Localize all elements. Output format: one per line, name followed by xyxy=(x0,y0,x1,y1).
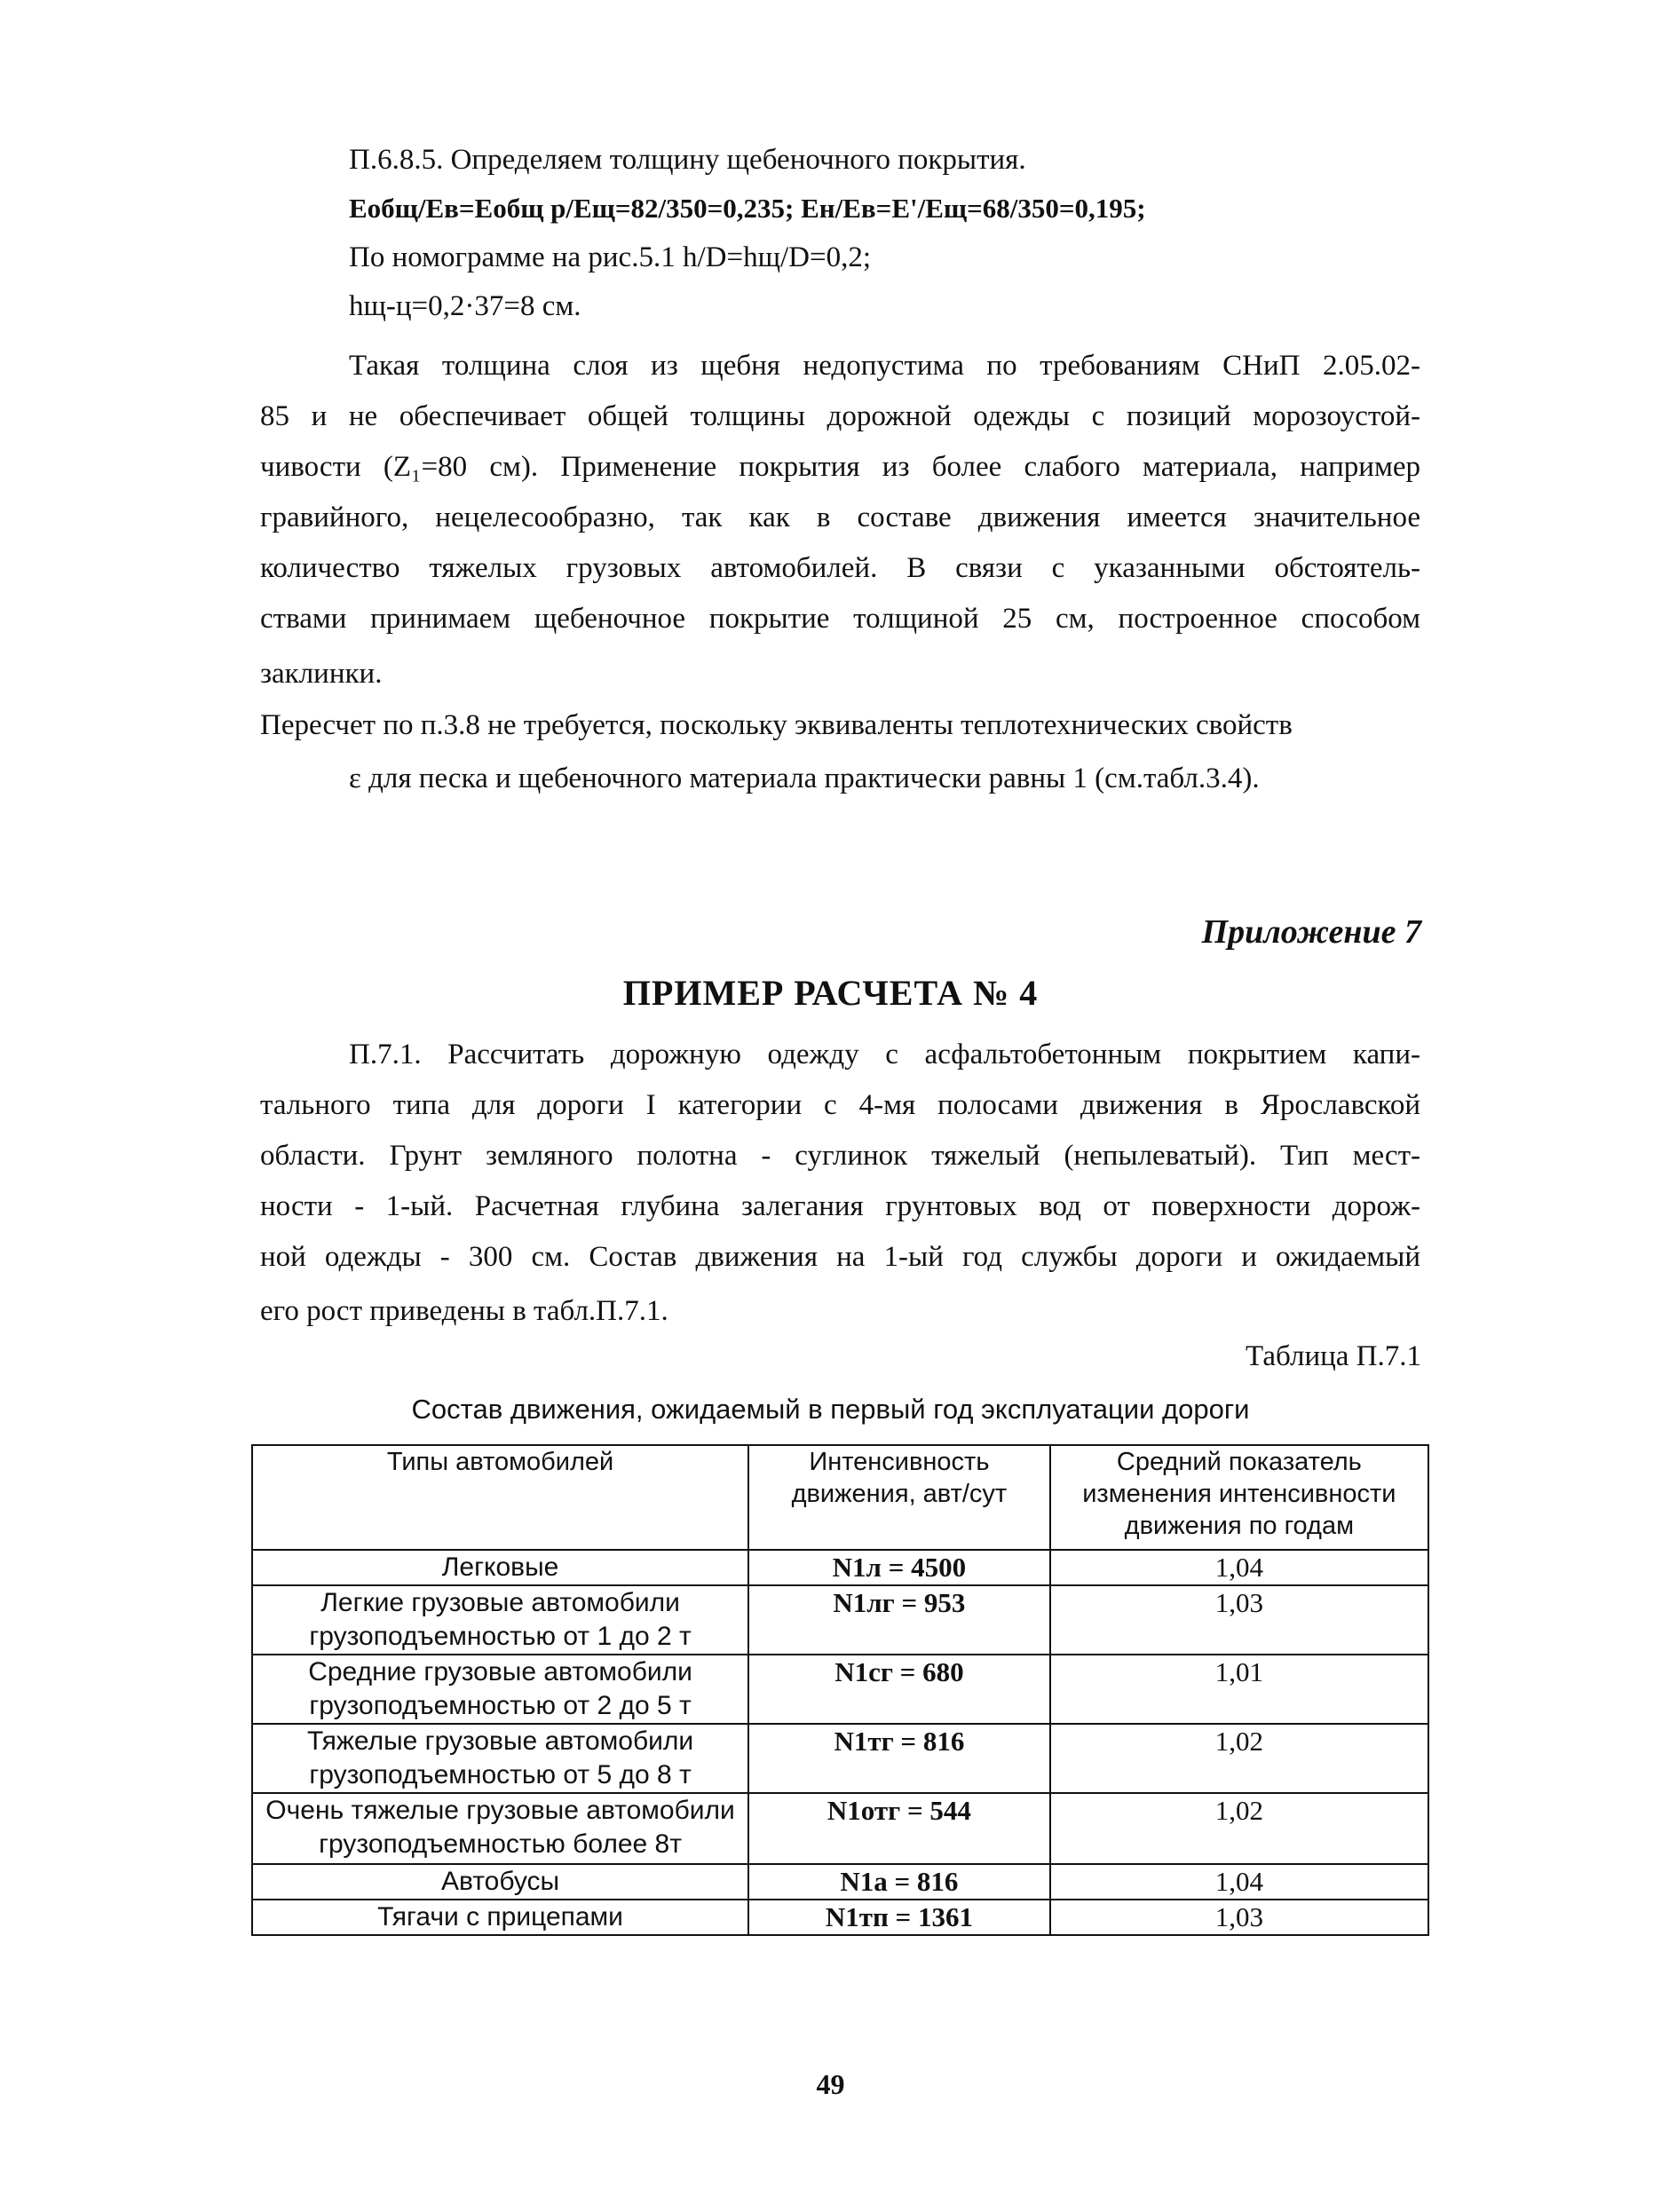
vehicle-type-cell: Средние грузовые автомобили грузоподъемностью от 2 до 5 т xyxy=(252,1655,748,1724)
formula-line-1: Еобщ/Ев=Еобщ р/Ещ=82/350=0,235; Ен/Ев=Е'/Ещ=68/350=0,195; xyxy=(349,193,1146,224)
intensity-cell: N1тг = 816 xyxy=(748,1724,1050,1793)
vehicle-type-cell: Тягачи с прицепами xyxy=(252,1900,748,1935)
para-line-7: заклинки. xyxy=(260,658,383,690)
intro-line-6: его рост приведены в табл.П.7.1. xyxy=(260,1295,668,1327)
intensity-cell: N1а = 816 xyxy=(748,1864,1050,1900)
growth-cell: 1,03 xyxy=(1050,1900,1428,1935)
para-line-5: количество тяжелых грузовых автомобилей. В связи с указанными обстоятель- xyxy=(260,552,1420,584)
appendix-label: Приложение 7 xyxy=(1201,913,1421,951)
page-number: 49 xyxy=(816,2068,845,2100)
vehicle-type-cell: Тяжелые грузовые автомобили грузоподъемностью от 5 до 8 т xyxy=(252,1724,748,1793)
intensity-cell: N1тп = 1361 xyxy=(748,1900,1050,1935)
intro-line-3: области. Грунт земляного полотна - суглинок тяжелый (непылеватый). Тип мест- xyxy=(260,1140,1420,1172)
growth-cell: 1,03 xyxy=(1050,1585,1428,1655)
table-header-row xyxy=(252,1445,1428,1550)
header-growth: Средний показатель изменения интенсивности движения по годам xyxy=(1050,1445,1428,1550)
para-line-4: гравийного, нецелесообразно, так как в составе движения имеется значительное xyxy=(260,502,1420,533)
table-caption: Таблица П.7.1 xyxy=(1246,1340,1421,1372)
para-line-1: Такая толщина слоя из щебня недопустима по требованиям СНиП 2.05.02- xyxy=(349,350,1420,382)
growth-cell: 1,02 xyxy=(1050,1793,1428,1864)
table-row xyxy=(252,1655,1428,1724)
table-row xyxy=(252,1585,1428,1655)
growth-cell: 1,04 xyxy=(1050,1550,1428,1585)
recalc-line-1: Пересчет по п.3.8 не требуется, поскольку эквиваленты теплотехнических свойств xyxy=(260,709,1293,741)
intensity-cell: N1л = 4500 xyxy=(748,1550,1050,1585)
table-row xyxy=(252,1550,1428,1585)
table-title: Состав движения, ожидаемый в первый год эксплуатации дороги xyxy=(411,1394,1250,1425)
table-row xyxy=(252,1793,1428,1864)
intro-line-2: тального типа для дороги I категории с 4-мя полосами движения в Ярославской xyxy=(260,1089,1420,1121)
section-heading: П.6.8.5. Определяем толщину щебеночного покрытия. xyxy=(349,144,1026,176)
traffic-table xyxy=(251,1444,1429,1936)
table-row xyxy=(252,1724,1428,1793)
vehicle-type-cell: Легковые xyxy=(252,1550,748,1585)
table-row xyxy=(252,1864,1428,1900)
intensity-cell: N1отг = 544 xyxy=(748,1793,1050,1864)
growth-cell: 1,04 xyxy=(1050,1864,1428,1900)
recalc-line-2: ε для песка и щебеночного материала практически равны 1 (см.табл.3.4). xyxy=(349,762,1260,794)
vehicle-type-cell: Очень тяжелые грузовые автомобили грузоподъемностью более 8т xyxy=(252,1793,748,1864)
para-line-3: чивости (Z₁=80 см). Применение покрытия из более слабого материала, например xyxy=(260,451,1420,483)
example-title: ПРИМЕР РАСЧЕТА № 4 xyxy=(622,973,1039,1013)
header-vehicle-type: Типы автомобилей xyxy=(252,1445,748,1550)
table-row xyxy=(252,1900,1428,1935)
intensity-cell: N1сг = 680 xyxy=(748,1655,1050,1724)
vehicle-type-cell: Автобусы xyxy=(252,1864,748,1900)
vehicle-type-cell: Легкие грузовые автомобили грузоподъемностью от 1 до 2 т xyxy=(252,1585,748,1655)
intro-line-5: ной одежды - 300 см. Состав движения на 1-ый год службы дороги и ожидаемый xyxy=(260,1241,1420,1273)
intro-line-1: П.7.1. Рассчитать дорожную одежду с асфальтобетонным покрытием капи- xyxy=(349,1039,1420,1070)
header-intensity: Интенсивность движения, авт/сут xyxy=(748,1445,1050,1550)
formula-line-3: hщ-ц=0,2·37=8 см. xyxy=(349,290,581,322)
formula-line-2: По номограмме на рис.5.1 h/D=hщ/D=0,2; xyxy=(349,241,872,273)
intensity-cell: N1лг = 953 xyxy=(748,1585,1050,1655)
para-line-6: ствами принимаем щебеночное покрытие толщиной 25 см, построенное способом xyxy=(260,603,1420,635)
intro-line-4: ности - 1-ый. Расчетная глубина залегания грунтовых вод от поверхности дорож- xyxy=(260,1190,1420,1222)
para-line-2: 85 и не обеспечивает общей толщины дорожной одежды с позиций морозоустой- xyxy=(260,400,1420,432)
growth-cell: 1,01 xyxy=(1050,1655,1428,1724)
growth-cell: 1,02 xyxy=(1050,1724,1428,1793)
